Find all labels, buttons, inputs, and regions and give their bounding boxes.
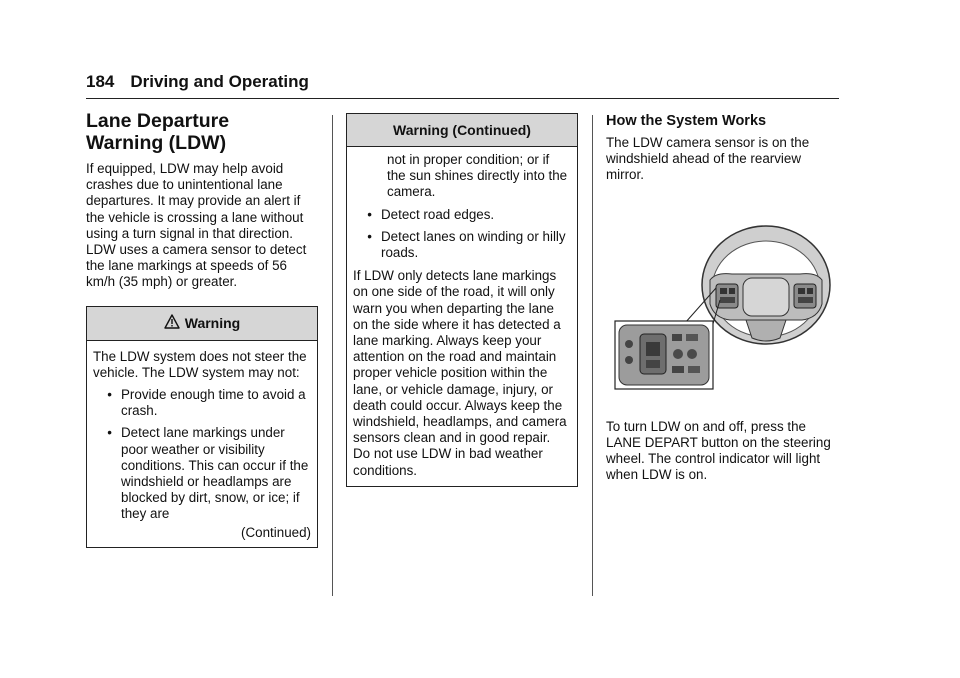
intro-paragraph: If equipped, LDW may help avoid crashes due to unintentional lane departures. It may provide an alert if the vehicle is crossing a lane without using a turn signal in that direction. LDW uses a camera sensor to detect the lane markings at speeds of 56 km/h (35 mph) or greater. — [86, 161, 307, 290]
warning-box — [86, 306, 318, 548]
column-2 — [346, 110, 578, 487]
list-item: • Detect lanes on winding or hilly roads. — [353, 229, 571, 261]
warning-header: Warning (Continued) — [347, 114, 577, 147]
list-item: • Detect lane markings under poor weather or visibility conditions. This can occur if the windshield or headlamps are blocked by dirt, snow, or ice; if they are — [93, 425, 311, 522]
section-title: Lane Departure Warning (LDW) — [86, 110, 230, 154]
header-rule — [86, 98, 839, 99]
column-3 — [606, 110, 839, 483]
bullet-glyph: • — [107, 387, 112, 403]
warning-text: The LDW system does not steer the vehicle. The LDW system may not: — [93, 348, 307, 380]
bullet-glyph: • — [367, 228, 372, 244]
page-number: 184 — [86, 72, 115, 91]
instructions-paragraph: To turn LDW on and off, press the LANE DEPART button on the steering wheel. The control indicator will light when LDW is on. — [606, 418, 831, 483]
list-item: • Provide enough time to avoid a crash. — [93, 387, 311, 419]
bullet-glyph: • — [367, 206, 372, 222]
column-divider-2 — [592, 115, 593, 596]
steering-wheel-figure — [606, 222, 839, 397]
steering-wheel-illustration — [606, 222, 839, 397]
column-divider-1 — [332, 115, 333, 596]
continued-label: (Continued) — [241, 524, 311, 540]
page-header — [86, 72, 309, 92]
warning-text: If LDW only detects lane markings on one side of the road, it will only warn you when departing the lane on the side where it has detected a lane marking. Always keep your attention on the road and maintain proper vehicle position within the lane, or vehicle damage, injury, or death could occur. Always keep the windshield, headlamps, and camera sensors clean and in good repair. Do not use LDW in bad weather conditions. — [353, 268, 567, 478]
list-item: • Detect road edges. — [353, 207, 571, 223]
bullet-glyph: • — [107, 425, 112, 441]
intro-paragraph: The LDW camera sensor is on the windshield ahead of the rearview mirror. — [606, 135, 810, 183]
warning-body — [87, 341, 317, 547]
column-1 — [86, 110, 318, 548]
warning-body — [347, 147, 577, 486]
chapter-title: Driving and Operating — [130, 72, 309, 91]
warning-box-continued — [346, 113, 578, 487]
subsection-title: How the System Works — [606, 113, 767, 129]
warning-triangle-icon — [164, 314, 180, 332]
warning-heading: Warning — [184, 315, 241, 332]
warning-header — [87, 307, 317, 341]
warning-continuation: not in proper condition; or if the sun shines directly into the camera. — [387, 152, 568, 200]
